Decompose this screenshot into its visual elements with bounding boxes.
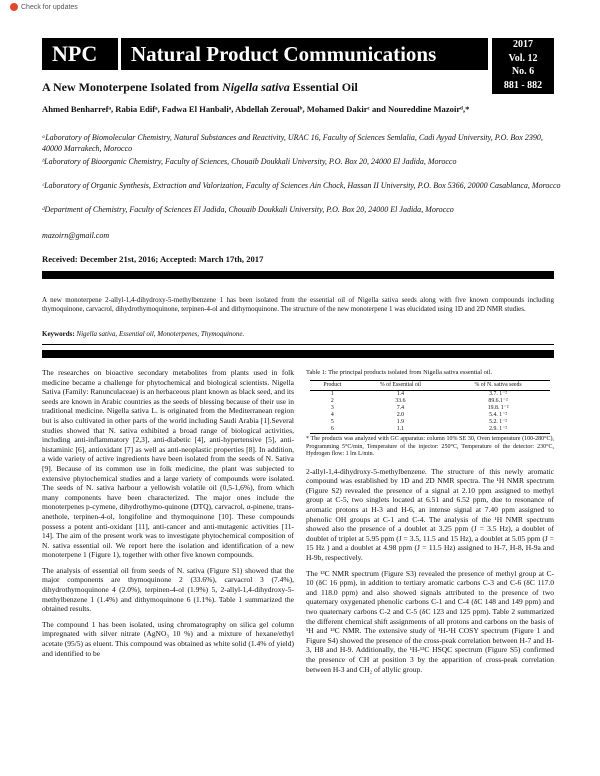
page-range: 881 - 882 — [503, 79, 543, 91]
divider — [42, 344, 554, 345]
affiliation: ᶜLaboratory of Organic Synthesis, Extraction and Valorization, Faculty of Sciences Ain Chock, Hassan II University, P.O. Box 5366, 20000 Casablanca, Morocco — [42, 181, 561, 190]
table-caption: Table 1: The principal products isolated from Nigella sativa essential oil. — [306, 369, 492, 376]
body-column-left — [42, 368, 294, 664]
body-paragraph: The analysis of essential oil from seeds of N. sativa (Figure S1) showed that the major components are thymoquinone 2 (33.6%), carvacrol 3 (7.4%), dihydrothymoquinone 4 (2.0%), terpinen-4-ol (1.9%) 5, 2-allyl-1,4-dihydroxy-5-methylbenzene 1 (1.4%) and dithymoquinone 6 (1.1%). Table 1 summarized the obtained results. — [42, 565, 294, 614]
journal-banner — [42, 38, 488, 70]
table-cell: 3 — [330, 405, 334, 412]
table-header: % of N. sativa seeds — [446, 380, 550, 391]
volume: Vol. 12 — [508, 52, 538, 64]
table-cell: 1.9 — [396, 419, 405, 426]
title-part: Essential Oil — [289, 80, 358, 94]
table-cell: 2 — [330, 398, 334, 405]
table-cell: 2.9. 1⁻² — [446, 426, 550, 434]
table-note: * The products was analyzed with GC apparatus: column 10% SE 30, Oven temperature (100-280°C), Programming 5°C/min, Temperature of the injector: 250°C, Temperature of the detector: 230°C, Hydrogen flow: 1 lm L/min. — [306, 436, 554, 458]
issue-number: No. 6 — [511, 66, 535, 77]
body-paragraph: The ¹³C NMR spectrum (Figure S3) revealed the presence of methyl group at C-10 (δC 16 ppm), in addition to tertiary aromatic carbons C-3 and C-6 (δC 117.0 and 118.0 ppm) and also showed signals attributed to the presence of two quaternary oxygenated phenolic carbons C-1 and C-4 (δC 148 and 149 ppm) and two quaternary carbons C-2 and C-5 (δC 123 and 125 ppm). Table 2 summarized the different chemical shift assignments of all protons and carbons on the basis of ¹H and ¹³C NMR. The extensive study of ¹H-¹H COSY spectrum (Figure 1 and Figure S4) showed the presence of the cross-peak correlation between H-7 and H-3, H8 and H-9. Additionally, the ¹H-¹³C HSQC spectrum (Figure S5) confirmed the presence of CH at position 3 by the apparition of cross-peak correlation between H-3 and CH₂ of allylic group. — [306, 568, 554, 674]
updates-icon — [10, 3, 18, 11]
table-cell: 4 — [330, 412, 334, 419]
table-cell: 33.6 — [395, 398, 406, 405]
table-cell: 7.4 — [396, 405, 405, 412]
keywords-label: Keywords: — [42, 330, 75, 338]
table-row — [310, 405, 550, 412]
affiliation: ᵃLaboratory of Biomolecular Chemistry, Natural Substances and Reactivity, URAC 16, Faculty of Sciences Semlalia, Cadi Ayyad University, P.O. Box 2390, 40000 Marrakech, Morocco — [42, 133, 543, 153]
table-cell: 5 — [330, 419, 334, 426]
table-row — [310, 412, 550, 419]
check-for-updates-badge[interactable] — [10, 3, 78, 11]
volume-box — [492, 38, 554, 94]
body-paragraph: The researches on bioactive secondary metabolites from plants used in folk medicine became a challenge for phytochemical and biological scientists. Nigella Sativa (Family: Ranunculaceae) is an herbaceous plant known as black seed, and its seeds are known in Arabic countries as the seeds of blessing because of their use in traditional medicine. Nigella sativa L. is originated from the Mediterranean region but is also cultivated in other parts of the world including Saudi Arabia [1].Several studies showed that N. sativa exhibited a broad range of biological activities, including anti-inflammatory [2,3], anti-diabetic [4], anti-hypertensive [5], anti-histaminic [6], antioxidant [7] as well as anti-neoplastic properties [8]. In addition, a wide variety of active ingredients have been isolated from the seeds of N. Sativa [9]. Because of its common use in folk medicine, the plant was subjected to extensive phytochemical studies and a large variety of compounds were isolated. The seeds of N. sativa harbour a yellowish volatile oil (0,5-1,6%), from which many components have been characterized. The major ones include the monoterpenes p-cymene, dihydrothymo-quinone (DTQ), carvacrol, α-pinene, trans-anethole, terpinen-4-ol, longifoline and thymoquinone [10]. These compounds possess a potent anti-oxidant [11], anti-cancer and anti-mutagenic activities [11-14]. The aim of the present work was to investigate phytochemical composition of N. sativa essential oil. We report here the isolation and identification of a new monoterpene 1 (Figure 1), together with other five known compounds. — [42, 368, 294, 560]
table-cell: 5.2. 1⁻² — [489, 419, 507, 426]
table-cell: 5.4. 1⁻² — [489, 412, 507, 419]
table-cell: 89.6.1⁻² — [488, 398, 508, 405]
table-cell: 2.0 — [396, 412, 405, 419]
product-table — [310, 380, 550, 435]
table-row — [310, 391, 550, 399]
table-cell: 3.7. 1⁻² — [489, 391, 507, 398]
table-cell: 6 — [310, 426, 355, 434]
journal-abbreviation: NPC — [52, 41, 98, 66]
body-paragraph: 2-allyl-1,4-dihydroxy-5-methylbenzene. The structure of this newly aromatic compound was established by 1D and 2D NMR spectra. The ¹H NMR spectrum (Figure S2) revealed the presence of a signal at 2.10 ppm assigned to methyl group at C-5, two singlets located at 6.51 and 6.52 ppm, due to resonance of aromatic protons at H-3 and H-6, an intense signal at 7.40 ppm assigned to phenolic OH groups at C-1 and C-4. The analysis of the ¹H NMR spectrum showed also the presence of a doublet at 3.25 ppm (J = 3.5 Hz), a doublet of doublet of triplet at 5.95 ppm (J = 3.5, 11.5 and 15 Hz), a doublet at 5.05 ppm (J = 15 Hz ) and a doublet at 4.98 ppm (J = 11.5 Hz) assigned to H-7, H-8, H-9a and H-9b, respectively. — [306, 466, 554, 563]
table-row — [310, 419, 550, 426]
updates-label: Check for updates — [21, 3, 78, 11]
title-species: Nigella sativa — [222, 80, 290, 94]
body-column-right — [306, 368, 554, 680]
table-cell: 1.1 — [355, 426, 446, 434]
author-list: Ahmed Benharrefᵃ, Rabia Edifᵃ, Fadwa El Hanbaliᵃ, Abdellah Zeroualᵇ, Mohamed Dakirᶜ and Noureddine Mazoirᵈ,* — [42, 104, 470, 114]
table-cell: 19.8. 1⁻² — [487, 405, 509, 412]
section-rule — [42, 350, 554, 358]
table-cell: 1 — [330, 391, 334, 398]
keywords-list: Nigella sativa, Essential oil, Monoterpenes, Thymoquinone. — [74, 330, 245, 338]
keywords-line — [42, 330, 244, 338]
table-row — [310, 426, 550, 434]
journal-name: Natural Product Communications — [131, 41, 437, 66]
affiliation: ᵇLaboratory of Bioorganic Chemistry, Faculty of Sciences, Chouaib Doukkali University, P.O. Box 20, 24000 El Jadida, Morocco — [42, 157, 457, 166]
table-header: Product — [310, 380, 355, 391]
body-paragraph: The compound 1 has been isolated, using chromatography on silica gel column impregnated with silver nitrate (AgNO₃ 10 %) and a mixture of hexane/ethyl acetate (95/5) as eluent. This compound was obtained as white solid (1.4% of yield) and identified to be — [42, 619, 294, 658]
received-dates: Received: December 21st, 2016; Accepted: March 17th, 2017 — [42, 254, 264, 264]
corresponding-email[interactable]: mazoirn@gmail.com — [42, 231, 110, 240]
table-row — [310, 398, 550, 405]
title-part: A New Monoterpene Isolated from — [42, 80, 223, 94]
affiliation: ᵈDepartment of Chemistry, Faculty of Sciences El Jadida, Chouaib Doukkali University, P.O. Box 20, 24000 El Jadida, Morocco — [42, 205, 454, 214]
article-title — [42, 80, 358, 95]
abstract: A new monoterpene 2-allyl-1,4-dihydroxy-5-methylbenzene 1 has been isolated from the essential oil of Nigella sativa seeds along with five known compounds including thymoquinone, carvacrol, dihydrothymoquinone, terpinen-4-ol and dithymoquinone. The structure of the new monoterpene 1 was elucidated using 1D and 2D NMR studies. — [42, 296, 554, 314]
table-header: % of Essential oil — [355, 380, 446, 391]
year: 2017 — [513, 39, 533, 50]
section-rule — [42, 271, 554, 279]
table-cell: 1.4 — [396, 391, 405, 398]
